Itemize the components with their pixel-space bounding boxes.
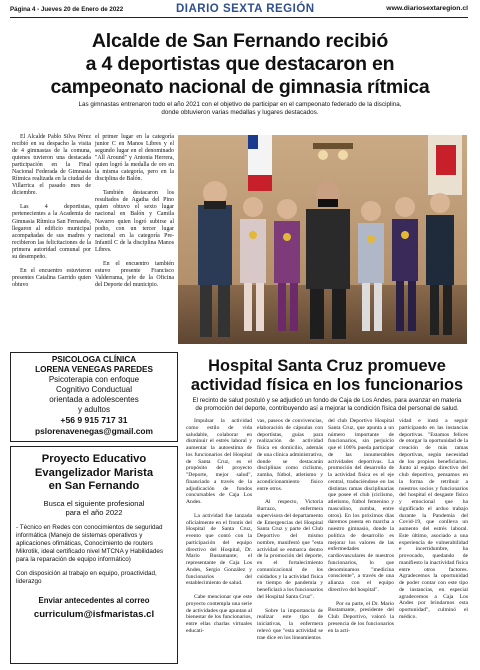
paragraph: También destacaron los resultados de Agatha del Pino quien obtuvo el sexto lugar nacional en Balón y Camila Navarro quien logró subirse al podio, con un tercer lugar nacional en la categoría Pre-Infantil C de la disciplina Manos Libres. [95,190,174,253]
ad-text-line: Cognitivo Conductual [55,385,133,394]
article2-column-1 [186,418,252,635]
ad-email: curriculum@isfmaristas.cl [33,608,155,620]
article2-subheadline [188,397,466,412]
ad-requirements: - Técnico en Redes con conocimientos de seguridad informática (Manejo de sistemas operativos y aplicaciones ofimáticas, Conocimiento de routers Mikrotik, ideal certificado nivel MTCNA y Habilidades para la reparación de equipo informático) [16,523,163,563]
ad-text-line: y adultos [77,405,111,414]
ad-cta: Enviar antecedentes al correo [38,595,150,605]
ad-title-line: en San Fernando [48,480,140,492]
paragraph: Por su parte, el Dr. Mario Bustamante, presidente del Club Deportivo, valoró la presencia de los funcionarios en la acti- [328,600,394,634]
paragraph: En el encuentro estuvieron presentes Catalina Garrido quien obtuvo [12,267,91,288]
newspaper-website: www.diariosextaregion.cl [386,5,468,12]
headline-line: actividad física en los funcionarios [190,375,464,394]
subheadline-line: donde obtuvieron varias medallas y lugares destacados. [161,108,319,116]
newspaper-name: DIARIO SEXTA REGIÓN [176,3,315,15]
ad-subtitle-line: Busca el siguiente profesional [43,498,145,508]
paragraph: Impulsar la actividad como estilo de vida saludable, colaborar en disminuir el estrés laboral y aumentar la autoestima de los funcionarios del Hospital de Santa Cruz, es el propósito del proyecto "Deporte, mejor salud", financiado a través de la adjudicación de fondos concursables de Caja Los Andes. [186,418,252,505]
paragraph: Cabe mencionar que este proyecto contempla una serie de actividades que apuntan al bienestar de los funcionarios, entre ellas charlas virtuales educati- [186,594,252,634]
ad-title-line: Proyecto Educativo [41,453,147,465]
paragraph: Sobre la importancia de realizar este tipo de iniciativas, la enfermera relevó que "esta actividad se trae dice en los lineamientos [257,607,323,641]
headline-line: a 4 deportistas que destacaron en [85,53,395,75]
paragraph: Las 4 deportistas, pertenecientes a la Academia de Gimnasia Rítmica San Fernando, llegaron al edificio municipal acompañadas de sus madres y recibieron las felicitaciones de la primera autoridad comunal por su desempeño. [12,204,91,260]
ad-title-line: Evangelizador Marista [34,466,154,479]
article1-column-1 [12,134,91,289]
article1-subheadline [20,101,460,116]
page-date: Página 4 - Jueves 20 de Enero de 2022 [10,6,124,13]
subheadline-line: El recinto de salud postuló y se adjudicó un fondo de Caja de Los Andes, para avanzar en materia [192,397,462,404]
subheadline-line: Las gimnastas entrenaron todo el año 2021 con el objetivo de participar en el campeonato federado de la disciplina, [78,101,402,108]
paragraph: vidad e instó a seguir participando en las instancias deportivas. "Estamos felices de otorgar la oportunidad de la creación de más ramas deportivas, según necesidad de los propios beneficiarios. Junto al equipo directivo del club deportivo, pensamos en la forma de retribuir a nuestros socios y funcionarios del hospital el desgaste físico y emocional que ha significado el arduo trabajo durante la Pandemia del Covid-19, que conlleva un aumento del estrés laboral. Este último, asociado a una experiencia de vulnerabilidad e incertidumbre, ha provocado, quedando de manifiesto la inactividad física entre otros factores. Agradecemos la oportunidad de poder contar con este tipo de instancias, en especial agradecemos a Caja Los Andes por brindarnos esta oportunidad", culminó el médico. [399,418,468,620]
article2-column-3 [328,418,394,634]
ad-text-line: Psicoterapia con enfoque [48,375,140,384]
ad-title-line: PSICOLOGA CLÍNICA [51,355,137,364]
headline-line: Hospital Santa Cruz promueve [208,357,446,375]
psychologist-ad [10,352,178,442]
subheadline-line: de promoción del deporte, contribuyendo así a mejorar la condición física del personal de salud. [195,404,459,412]
article2-headline [186,357,468,394]
ad-title-line: LORENA VENEGAS PAREDES [35,365,153,374]
paragraph: El Alcalde Pablo Silva Pérez recibió en su despacho la visita de 4 gimnastas de la comuna, quienes tuvieron una destacada participación en la Final Nacional Federada de Gimnasia Rítmica realizada en la ciudad de Villarrica el pasado mes de diciembre. [12,134,91,197]
article1-headline [12,30,468,99]
paragraph: La actividad fue lanzada oficialmente en el frontis del Hospital de Santa Cruz, evento que contó con la participación del equipo directivo del Hospital, Dr. Mario Bustamante; el representante de Caja Los Andes, Sergio González y funcionarios del establecimiento de salud. [186,512,252,587]
headline-line: campeonato nacional de gimnasia rítmica [50,76,430,98]
gymnasts-photo [178,135,467,344]
ad-phone: +56 9 915 717 31 [60,415,128,425]
header-rule [10,17,468,18]
paragraph: En el encuentro también estuvo presente Francisco Valderrama, jefe de la Oficina del Deporte del municipio. [95,260,174,288]
paragraph: vas, paseos de convivencias, elaboración de cápsulas con deportistas, guías para realización de actividad física en domicilio, además de una clínica administrativa, donde se destacarán disciplinas como ciclismo, zumba, fútbol, atletismo y acondicionamiento físico entre otros. [257,418,323,492]
ad-skills: Con disposición al trabajo en equipo, proactividad, liderazgo [16,569,157,585]
article1-column-2 [95,134,174,289]
paragraph: del club Deportivo Hospital Santa Cruz, que apunta a un número importante de funcionarios, sin perjuicio que el 100% pueda participar de las innumerables actividades deportivas. La promoción del desarrollo de la actividad física es el eje central, traduciéndose en las distintas ramas disciplinarias que posee el club (ciclismo, atletismo, fútbol femenino y masculino, zumba, entre otros). En los próximos días daremos puesta en marcha a nuestro gimnasio, donde la política de desarrollo es mejorar los valores de las enfermedades cardiovasculares de nuestros funcionarios, lo que denominamos "medicina consciente", a través de una alianza con el equipo directivo del hospital". [328,418,394,593]
ad-text-line: orientada a adolescentes [49,395,139,404]
ad-email: pslorenavenegas@gmail.com [34,426,153,436]
paragraph: Al respecto, Victoria Barrazo, enfermera supervisora del departamento de Emergencias del Hospital Santa Cruz y parte del Club Deportivo del mismo nombre, manifestó que "esta actividad se enmarca dentro de la promoción del deporte, en el fortalecimiento comunicacional de los cuidados y la actividad física en tiempo de pandemia y beneficiará a los funcionarios del Hospital Santa Cruz". [257,499,324,600]
article2-column-4 [399,418,468,621]
paragraph: el primer lugar en la categoría junior C en Manos Libres y el segundo lugar en el denominado "All Around" y Antonia Herrera, quien logró la medalla de oro en la misma categoría, pero en la disciplina de Balón. [95,134,174,183]
marist-project-ad [10,446,178,664]
article2-column-2 [257,418,323,641]
ad-subtitle-line: para el año 2022 [65,508,123,517]
headline-line: Alcalde de San Fernando recibió [91,30,389,52]
